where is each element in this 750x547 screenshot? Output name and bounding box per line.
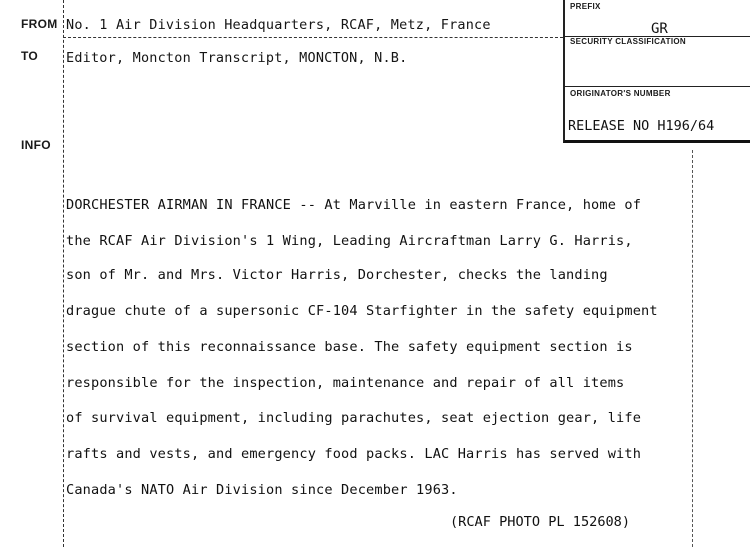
info-label: INFO [21, 138, 51, 152]
release-number: RELEASE NO H196/64 [568, 118, 715, 134]
right-margin-dashed-line [692, 150, 693, 547]
body-line: son of Mr. and Mrs. Victor Harris, Dorchester, checks the landing [66, 267, 608, 283]
from-value: No. 1 Air Division Headquarters, RCAF, Metz, France [66, 17, 491, 33]
photo-credit: (RCAF PHOTO PL 152608) [450, 514, 631, 530]
prefix-value: GR [651, 21, 668, 37]
body-line: the RCAF Air Division's 1 Wing, Leading Aircraftman Larry G. Harris, [66, 233, 633, 249]
body-line: responsible for the inspection, maintenance and repair of all items [66, 375, 625, 391]
to-value: Editor, Moncton Transcript, MONCTON, N.B. [66, 50, 408, 66]
body-line: section of this reconnaissance base. The safety equipment section is [66, 339, 633, 355]
body-line: rafts and vests, and emergency food packs. LAC Harris has served with [66, 446, 642, 462]
originators-number-label: ORIGINATOR'S NUMBER [570, 89, 671, 98]
left-margin-dashed-line [63, 0, 64, 547]
body-line: of survival equipment, including parachutes, seat ejection gear, life [66, 410, 642, 426]
prefix-label: PREFIX [570, 2, 601, 11]
security-classification-label: SECURITY CLASSIFICATION [570, 37, 686, 46]
classification-box [563, 0, 750, 143]
body-line: drague chute of a supersonic CF-104 Starfighter in the safety equipment [66, 303, 658, 319]
from-to-divider [63, 37, 563, 38]
from-label: FROM [21, 17, 58, 31]
to-label: TO [21, 49, 39, 63]
body-line: Canada's NATO Air Division since December 1963. [66, 482, 458, 498]
body-line: DORCHESTER AIRMAN IN FRANCE -- At Marville in eastern France, home of [66, 197, 642, 213]
box-divider-2 [565, 86, 750, 87]
